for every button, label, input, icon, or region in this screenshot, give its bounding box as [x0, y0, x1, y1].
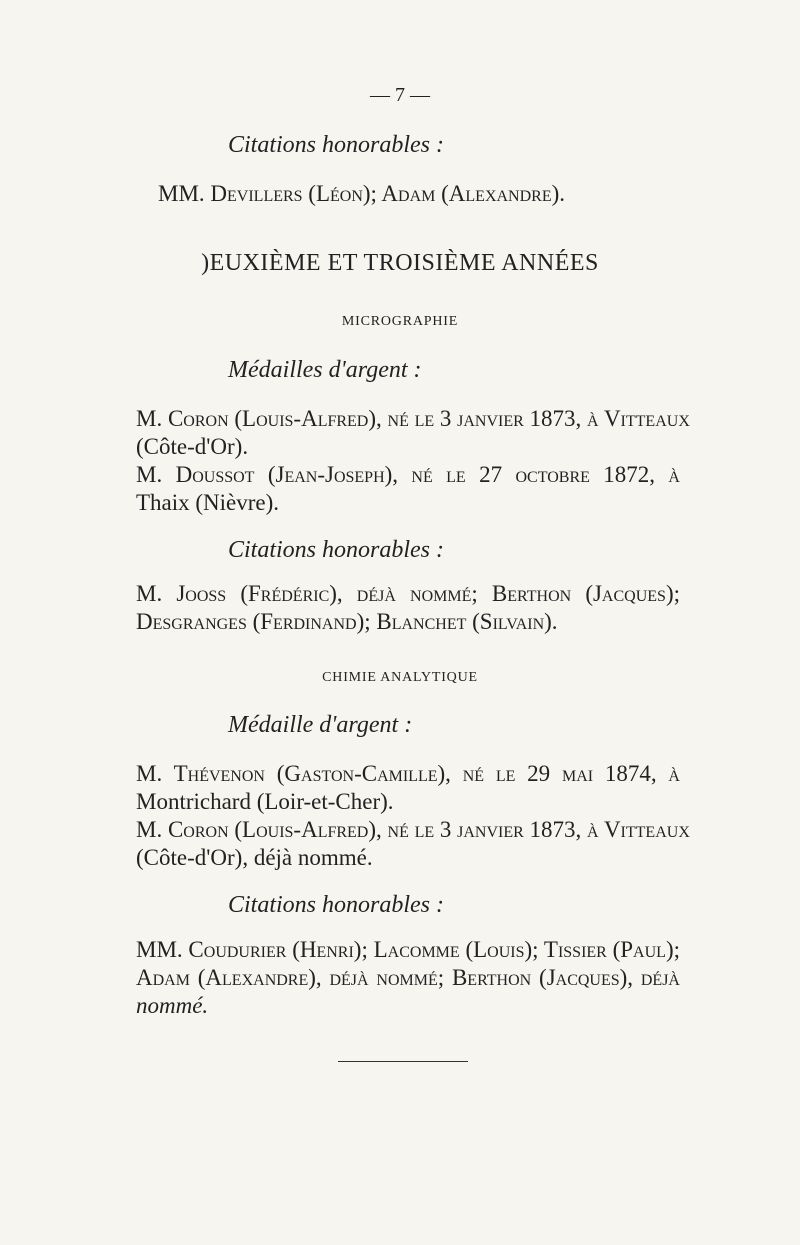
- page-number: — 7 —: [370, 84, 430, 106]
- citations-micro-line1: M. Jooss (Frédéric), déjà nommé; Berthon (Jacques);: [136, 581, 680, 606]
- entry-coron2-line2: (Côte-d'Or), déjà nommé.: [136, 845, 373, 870]
- entry-doussot-line1: M. Doussot (Jean-Joseph), né le 27 octobre 1872, à: [136, 462, 680, 487]
- citations-chimie-line3: nommé.: [136, 993, 209, 1018]
- entry-thevenon-line1: M. Thévenon (Gaston-Camille), né le 29 mai 1874, à: [136, 761, 680, 786]
- section-title: )EUXIÈME ET TROISIÈME ANNÉES: [201, 250, 599, 276]
- subheading-micrographie: MICROGRAPHIE: [341, 314, 459, 329]
- end-rule: [338, 1061, 468, 1062]
- citations-line-1: MM. Devillers (Léon); Adam (Alexandre).: [158, 181, 566, 206]
- citations-heading-1: Citations honorables :: [228, 132, 445, 158]
- citations-heading-2: Citations honorables :: [228, 537, 445, 563]
- entry-coron-line2: (Côte-d'Or).: [136, 434, 249, 459]
- citations-micro-line2: Desgranges (Ferdinand); Blanchet (Silvain).: [136, 609, 558, 634]
- subheading-chimie: CHIMIE ANALYTIQUE: [322, 670, 478, 685]
- medal-heading: Médaille d'argent :: [228, 712, 413, 738]
- citations-chimie-line1: MM. Coudurier (Henri); Lacomme (Louis); Tissier (Paul);: [136, 937, 680, 962]
- citations-heading-3: Citations honorables :: [228, 892, 445, 918]
- entry-coron2-line1: M. Coron (Louis-Alfred), né le 3 janvier 1873, à Vitteaux: [136, 817, 690, 842]
- entry-thevenon-line2: Montrichard (Loir-et-Cher).: [136, 789, 394, 814]
- citations-chimie-line2: Adam (Alexandre), déjà nommé; Berthon (Jacques), déjà: [136, 965, 680, 990]
- entry-doussot-line2: Thaix (Nièvre).: [136, 490, 280, 515]
- entry-coron-line1: M. Coron (Louis-Alfred), né le 3 janvier 1873, à Vitteaux: [136, 406, 690, 431]
- medals-heading: Médailles d'argent :: [228, 357, 422, 383]
